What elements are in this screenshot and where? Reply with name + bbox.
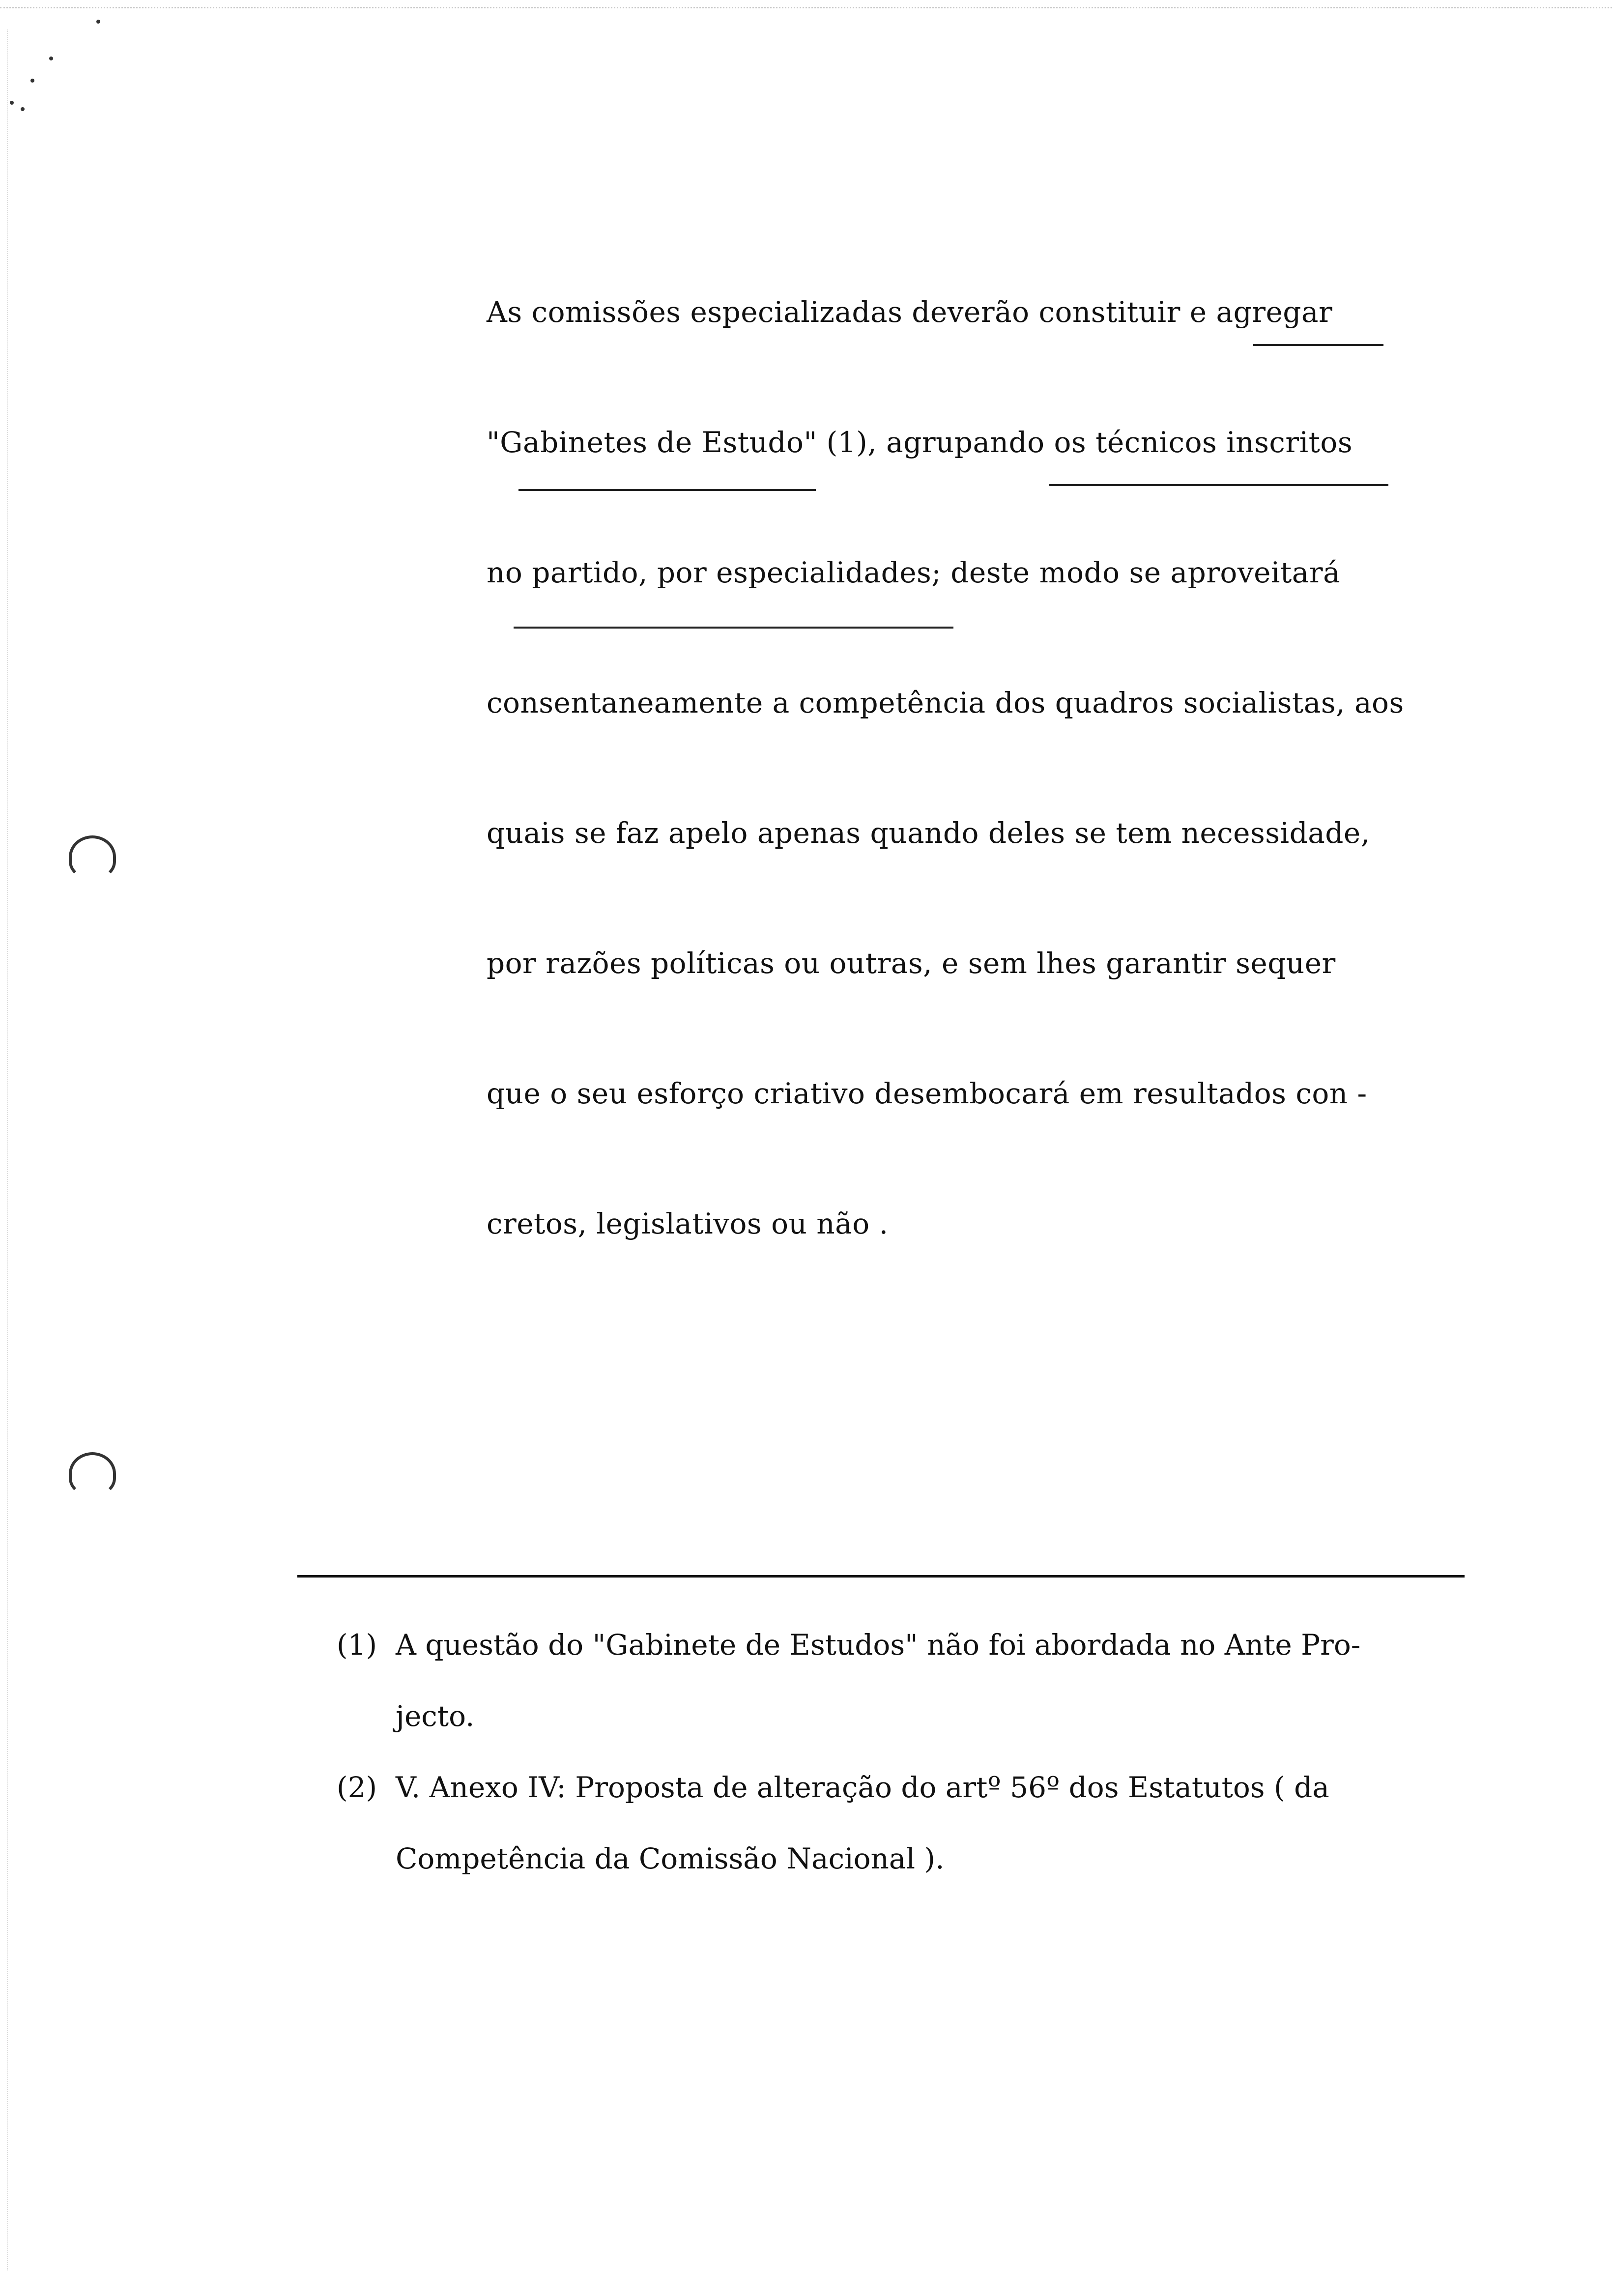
scan-speck (30, 79, 34, 83)
punch-hole-mark (69, 835, 116, 879)
scan-edge-left (7, 29, 8, 2270)
body-line: cretos, legislativos ou não . (487, 1207, 889, 1240)
footnotes (337, 1609, 1477, 1894)
footnote-text-continued: Competência da Comissão Nacional ). (396, 1842, 945, 1875)
footnote-separator (297, 1575, 1465, 1578)
scan-speck (10, 101, 14, 105)
footnote (337, 1752, 1477, 1894)
body-line: no partido, por especialidades; deste modo se aproveitará (487, 556, 1341, 589)
scan-speck (21, 107, 25, 111)
punch-hole-mark (69, 1452, 116, 1495)
scan-speck (49, 57, 53, 60)
handwritten-underline (1253, 344, 1383, 346)
body-line: "Gabinetes de Estudo" (1), agrupando os técnicos inscritos (487, 426, 1353, 459)
footnote-marker: (1) (337, 1628, 377, 1662)
body-line: As comissões especializadas deverão constituir e agregar (487, 295, 1333, 329)
body-line: consentaneamente a competência dos quadros socialistas, aos (487, 686, 1404, 719)
body-line: quais se faz apelo apenas quando deles se tem necessidade, (487, 816, 1370, 850)
footnote (337, 1609, 1477, 1752)
body-line: que o seu esforço criativo desembocará em resultados con - (487, 1077, 1367, 1110)
handwritten-underline (1049, 484, 1388, 486)
scan-edge-top (0, 7, 1612, 8)
handwritten-underline (518, 489, 816, 491)
footnote-text: A questão do "Gabinete de Estudos" não foi abordada no Ante Pro- (396, 1628, 1361, 1662)
handwritten-underline (514, 627, 953, 629)
body-line: por razões políticas ou outras, e sem lhes garantir sequer (487, 947, 1336, 980)
footnote-text: V. Anexo IV: Proposta de alteração do artº 56º dos Estatutos ( da (396, 1771, 1329, 1804)
footnote-text-continued: jecto. (396, 1699, 475, 1733)
body-paragraph (487, 290, 1499, 1332)
scan-speck (96, 20, 100, 24)
footnote-marker: (2) (337, 1771, 377, 1804)
